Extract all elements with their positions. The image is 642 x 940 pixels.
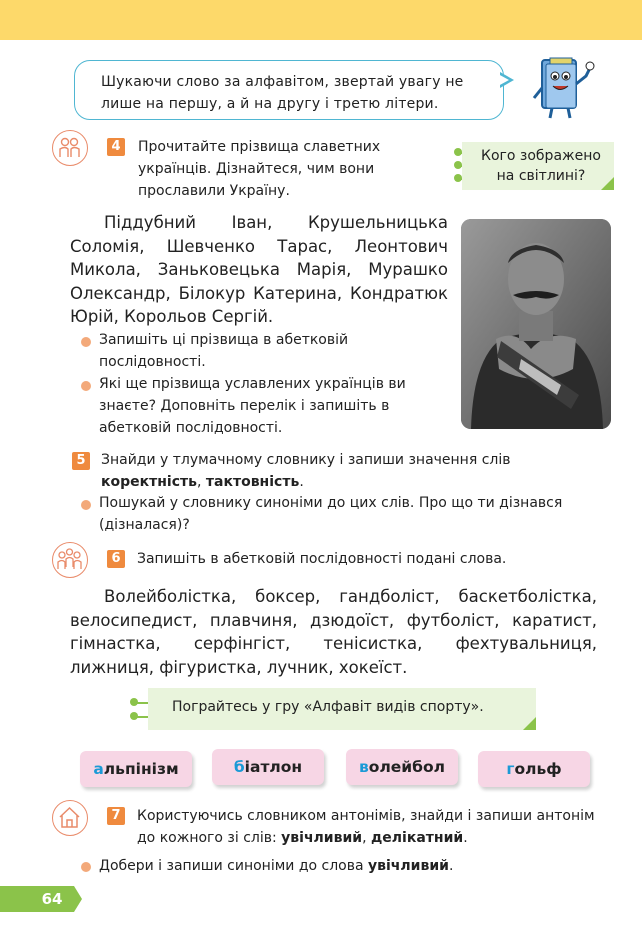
task-number-6: 6 (107, 550, 125, 568)
card-rest: іатлон (244, 758, 303, 776)
task-6-instruction: Запишіть в абетковій послідовності подані слова. (137, 551, 507, 567)
card-first-letter: б (233, 758, 245, 776)
bubble-dot (454, 174, 462, 182)
bubble-corner (601, 177, 614, 190)
task-7-instruction (137, 805, 599, 849)
page-number: 64 (30, 886, 74, 912)
task-5-word-1: коректність (101, 474, 197, 490)
task-7-bullet-end: . (448, 858, 454, 874)
task-7-bullet-text: Добери і запиши синоніми до слова (99, 858, 369, 874)
bullet-dot (81, 381, 91, 391)
bullet-dot (81, 500, 91, 510)
home-task-icon (52, 800, 88, 836)
bubble-dot (454, 161, 462, 169)
task-number-7: 7 (107, 807, 125, 825)
bubble-dot (454, 148, 462, 156)
question-bubble (462, 142, 614, 190)
game-bubble (148, 688, 536, 730)
page-number-arrow (74, 886, 82, 912)
card-first-letter: а (93, 760, 104, 778)
sport-card-4 (478, 751, 590, 787)
card-rest: льпінізм (103, 760, 179, 778)
tip-text: Шукаючи слово за алфавітом, звертай увагу не лише на першу, а й на другу і третю літери. (101, 74, 464, 112)
tip-bubble (74, 60, 504, 120)
game-text: Пограйтесь у гру «Алфавіт видів спорту». (172, 699, 484, 715)
bubble-corner (523, 717, 536, 730)
task-7-sep: , (362, 830, 371, 846)
task-number-4: 4 (107, 138, 125, 156)
task-number-5: 5 (72, 452, 90, 470)
card-first-letter: г (506, 760, 515, 778)
bubble-dot (130, 712, 138, 720)
task-4-names: Піддубний Іван, Крушельницька Соломія, Шевченко Тарас, Леонтович Микола, Заньковецька Марія, Мурашко Олександр, Білокур Катерина, Кондратюк Юрій, Корольов Сергій. (70, 213, 448, 326)
task-7-bullet-word: увічливий (368, 858, 449, 874)
task-5-bullet: Пошукай у словнику синоніми до цих слів. Про що ти дізнався (дізналася)? (99, 495, 563, 533)
page-number-strip (0, 886, 30, 912)
task-5-word-2: тактовність (205, 474, 300, 490)
tip-bubble-tail-inner (498, 74, 509, 86)
task-4-instruction: Прочитайте прізвища славетних українців. Дізнайтеся, чим вони прославили Україну. (138, 139, 381, 199)
task-5-sep: , (197, 474, 206, 490)
strongman-photo (461, 219, 611, 429)
top-color-bar (0, 0, 642, 40)
question-text: Кого зображено на світлині? (481, 148, 601, 184)
bubble-dot (130, 698, 138, 706)
card-rest: ольф (514, 760, 562, 778)
task-5-text: Знайди у тлумачному словнику і запиши значення слів (101, 452, 511, 468)
bullet-dot (81, 337, 91, 347)
task-5-instruction (101, 449, 599, 493)
task-6-words: Волейболістка, боксер, гандболіст, баскетболістка, велосипедист, плавчиня, дзюдоїст, футболіст, каратист, гімнастка, серфінгіст, тенісистка, фехтувальниця, лижниця, фігуристка, лучник, хокеїст. (70, 587, 597, 677)
sport-card-2 (212, 749, 324, 785)
bullet-dot (81, 862, 91, 872)
task-7-bullet (99, 855, 599, 877)
card-first-letter: в (358, 758, 369, 776)
task-4-bullet-1: Запишіть ці прізвища в абетковій послідовності. (99, 332, 349, 370)
sport-card-3 (346, 749, 458, 785)
task-7-text: Користуючись словником антонімів, знайди і запиши антонім до кожного зі слів: (137, 808, 595, 846)
task-5-end: . (299, 474, 304, 490)
group-work-icon (52, 542, 88, 578)
sport-card-1 (80, 751, 192, 787)
task-7-word-2: делікатний (371, 830, 464, 846)
task-7-end: . (463, 830, 468, 846)
task-7-word-1: увічливий (281, 830, 363, 846)
task-4-bullet-2: Які ще прізвища уславлених українців ви знаєте? Доповніть перелік і запишіть в абетковій послідовності. (99, 376, 406, 436)
book-mascot-icon (528, 54, 600, 122)
card-rest: олейбол (368, 758, 445, 776)
pair-work-icon (52, 130, 88, 166)
